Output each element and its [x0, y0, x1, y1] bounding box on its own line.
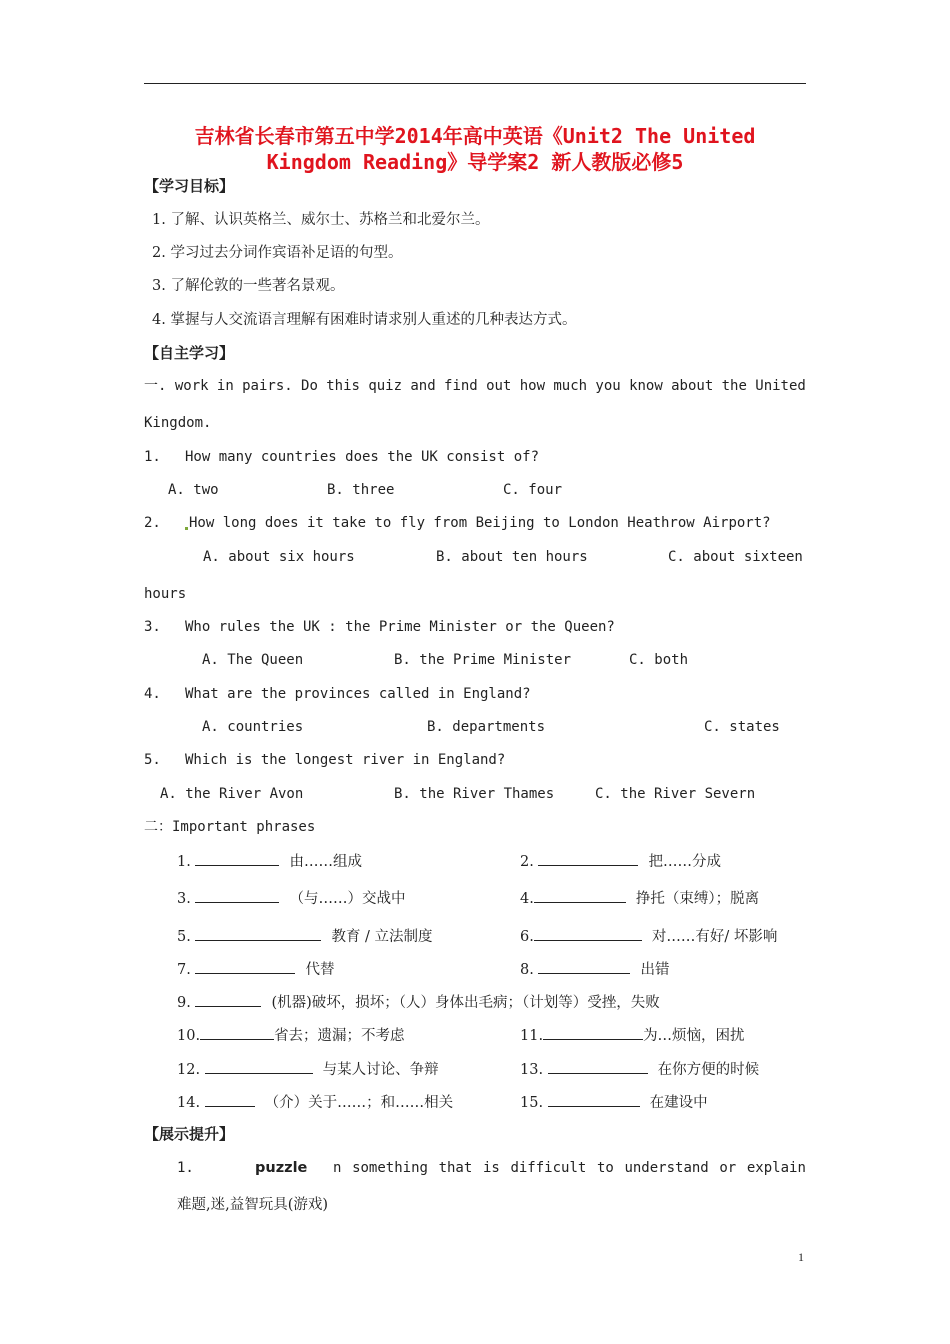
question-number: 3.	[144, 619, 161, 635]
answer-option: A. countries	[202, 719, 304, 735]
answer-option: B. about ten hours	[436, 549, 588, 565]
section-heading-objectives: 【学习目标】	[144, 177, 235, 195]
phrase-item: 10. 省去；遗漏；不考虑	[177, 1024, 405, 1046]
vocab-chinese-meaning: 难题,迷,益智玩具(游戏)	[177, 1197, 329, 1213]
answer-option: A. two	[168, 482, 219, 498]
answer-blank	[205, 1091, 255, 1107]
phrase-item: 1. 由……组成	[177, 850, 362, 872]
objective-item: 4. 掌握与人交流语言理解有困难时请求别人重述的几种表达方式。	[152, 312, 577, 328]
section-heading-showcase: 【展示提升】	[144, 1125, 235, 1143]
answer-option: A. about six hours	[203, 549, 355, 565]
answer-blank	[534, 887, 626, 903]
objective-item: 3. 了解伦敦的一些著名景观。	[152, 278, 345, 294]
phrases-heading: 二：Important phrases	[144, 819, 316, 835]
document-title-line-1: 吉林省长春市第五中学2014年高中英语《Unit2 The United	[194, 124, 756, 148]
phrase-item: 2. 把……分成	[520, 850, 721, 872]
objective-item: 2. 学习过去分词作宾语补足语的句型。	[152, 245, 403, 261]
phrase-item: 12. 与某人讨论、争辩	[177, 1058, 439, 1080]
phrase-item: 5. 教育 / 立法制度	[177, 925, 433, 947]
answer-option: C. states	[704, 719, 780, 735]
answer-option: B. departments	[427, 719, 546, 735]
answer-blank	[205, 1058, 313, 1074]
answer-blank	[195, 991, 261, 1007]
phrase-item: 15. 在建设中	[520, 1091, 708, 1113]
question-number: 2.	[144, 515, 161, 531]
question-text: What are the provinces called in England?	[185, 686, 531, 702]
question-text: How many countries does the UK consist of?	[185, 449, 540, 465]
question-text: How long does it take to fly from Beijing to London Heathrow Airport?	[189, 515, 771, 531]
phrase-item: 7. 代替	[177, 958, 334, 980]
answer-option: C. about sixteen	[668, 549, 803, 565]
answer-option: C. four	[503, 482, 563, 498]
answer-blank	[195, 958, 295, 974]
document-title-line-2: Kingdom Reading》导学案2 新人教版必修5	[266, 150, 684, 174]
answer-blank	[543, 1024, 643, 1040]
answer-option: A. The Queen	[202, 652, 304, 668]
annotation-mark	[185, 527, 188, 530]
question-number: 5.	[144, 752, 161, 768]
vocab-word: puzzle	[255, 1160, 308, 1176]
question-text: Which is the longest river in England?	[185, 752, 506, 768]
quiz-intro: 一. work in pairs. Do this quiz and find out how much you know about the United	[144, 378, 806, 394]
quiz-intro-continued: Kingdom.	[144, 415, 212, 431]
answer-blank	[538, 850, 638, 866]
phrase-item: 13. 在你方便的时候	[520, 1058, 759, 1080]
phrase-item: 3. （与……）交战中	[177, 887, 405, 909]
objective-item: 1. 了解、认识英格兰、威尔士、苏格兰和北爱尔兰。	[152, 212, 490, 228]
vocab-number: 1.	[177, 1160, 194, 1176]
phrase-item: 6. 对……有好/ 坏影响	[520, 925, 777, 947]
answer-option: B. the River Thames	[394, 786, 555, 802]
phrase-item: 4. 挣托（束缚）；脱离	[520, 887, 759, 909]
answer-blank	[195, 925, 321, 941]
answer-blank	[548, 1058, 648, 1074]
question-number: 4.	[144, 686, 161, 702]
question-text: Who rules the UK : the Prime Minister or the Queen?	[185, 619, 615, 635]
answer-blank	[534, 925, 642, 941]
answer-option: A. the River Avon	[160, 786, 304, 802]
answer-blank	[195, 850, 279, 866]
answer-option-continued: hours	[144, 586, 187, 602]
answer-option: B. the Prime Minister	[394, 652, 572, 668]
answer-blank	[538, 958, 630, 974]
answer-blank	[200, 1024, 274, 1040]
phrase-item: 11. 为…烦恼，困扰	[520, 1024, 745, 1046]
question-number: 1.	[144, 449, 161, 465]
phrase-item: 8. 出错	[520, 958, 669, 980]
vocab-definition: n something that is difficult to understand or explain	[333, 1160, 806, 1176]
header-rule	[144, 83, 806, 84]
phrase-item: 9. (机器)破坏，损坏；（人）身体出毛病；（计划等）受挫，失败	[177, 991, 660, 1013]
answer-option: C. both	[629, 652, 689, 668]
answer-blank	[548, 1091, 640, 1107]
phrase-item: 14. （介）关于……；和……相关	[177, 1091, 453, 1113]
answer-blank	[195, 887, 279, 903]
answer-option: B. three	[327, 482, 395, 498]
answer-option: C. the River Severn	[595, 786, 756, 802]
section-heading-self-study: 【自主学习】	[144, 344, 235, 362]
page-number: 1	[798, 1250, 804, 1264]
